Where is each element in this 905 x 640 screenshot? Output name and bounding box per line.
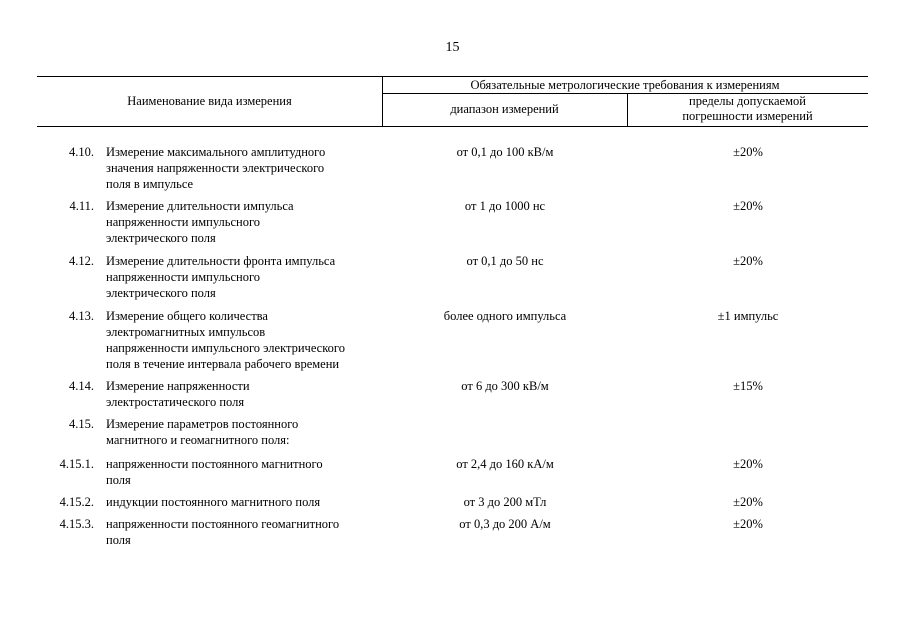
row-name-line: поля bbox=[106, 473, 131, 487]
row-name-line: Измерение длительности импульса bbox=[106, 199, 294, 213]
row-name bbox=[106, 516, 396, 548]
row-error: ±20% bbox=[733, 254, 763, 268]
row-number: 4.14. bbox=[69, 379, 94, 393]
row-name-line: напряженности импульсного электрического bbox=[106, 341, 345, 355]
row-name bbox=[106, 378, 396, 410]
row-name bbox=[106, 198, 396, 246]
row-error: ±20% bbox=[733, 517, 763, 531]
row-name-line: Измерение длительности фронта импульса bbox=[106, 254, 336, 268]
row-name-line: поля в импульсе bbox=[106, 177, 194, 191]
row-name bbox=[106, 456, 396, 488]
row-name-line: значения напряженности электрического bbox=[106, 161, 325, 175]
row-error: ±20% bbox=[733, 457, 763, 471]
row-name bbox=[106, 308, 396, 372]
row-range: более одного импульса bbox=[443, 309, 567, 323]
row-name-line: индукции постоянного магнитного поля bbox=[106, 495, 321, 509]
row-error: ±20% bbox=[733, 495, 763, 509]
row-number: 4.13. bbox=[69, 309, 94, 323]
row-error: ±20% bbox=[733, 199, 763, 213]
row-error: ±1 импульс bbox=[717, 309, 779, 323]
row-name-line: поля в течение интервала рабочего времени bbox=[106, 357, 340, 371]
header-error-line: пределы допускаемой bbox=[689, 94, 806, 108]
row-name bbox=[106, 253, 396, 301]
row-range: от 6 до 300 кВ/м bbox=[461, 379, 549, 393]
row-range: от 0,3 до 200 А/м bbox=[459, 517, 551, 531]
table-top-rule bbox=[37, 76, 868, 77]
row-range: от 2,4 до 160 кА/м bbox=[456, 457, 554, 471]
row-name-line: напряженности импульсного bbox=[106, 215, 261, 229]
row-name-line: Измерение максимального амплитудного bbox=[106, 145, 326, 159]
row-number: 4.10. bbox=[69, 145, 94, 159]
row-range: от 3 до 200 мТл bbox=[463, 495, 547, 509]
row-error: ±15% bbox=[733, 379, 763, 393]
row-name bbox=[106, 144, 396, 192]
row-number: 4.15.3. bbox=[59, 517, 94, 531]
row-name-line: магнитного и геомагнитного поля: bbox=[106, 433, 290, 447]
page-number: 15 bbox=[445, 40, 460, 55]
row-range: от 0,1 до 50 нс bbox=[466, 254, 544, 268]
row-name-line: напряженности постоянного магнитного bbox=[106, 457, 323, 471]
header-requirements-cell: Обязательные метрологические требования к измерениям bbox=[470, 78, 780, 92]
row-number: 4.15.2. bbox=[59, 495, 94, 509]
row-name-line: поля bbox=[106, 533, 131, 547]
row-range: от 1 до 1000 нс bbox=[464, 199, 546, 213]
row-number: 4.11. bbox=[69, 199, 94, 213]
row-name-line: Измерение общего количества bbox=[106, 309, 268, 323]
header-name-cell: Наименование вида измерения bbox=[127, 94, 292, 108]
row-range: от 0,1 до 100 кВ/м bbox=[456, 145, 554, 159]
row-error: ±20% bbox=[733, 145, 763, 159]
header-error-cell bbox=[627, 94, 868, 124]
row-name-line: напряженности импульсного bbox=[106, 270, 261, 284]
row-name-line: электрического поля bbox=[106, 231, 216, 245]
row-name-line: электростатического поля bbox=[106, 395, 245, 409]
row-name bbox=[106, 416, 396, 448]
row-number: 4.15. bbox=[69, 417, 94, 431]
row-name-line: электрического поля bbox=[106, 286, 216, 300]
row-name-line: Измерение напряженности bbox=[106, 379, 250, 393]
header-bottom-rule bbox=[37, 126, 868, 127]
row-name bbox=[106, 494, 396, 510]
row-name-line: Измерение параметров постоянного bbox=[106, 417, 299, 431]
header-range-cell: диапазон измерений bbox=[450, 102, 559, 116]
row-number: 4.12. bbox=[69, 254, 94, 268]
row-name-line: напряженности постоянного геомагнитного bbox=[106, 517, 340, 531]
header-error-line: погрешности измерений bbox=[682, 109, 813, 123]
row-number: 4.15.1. bbox=[59, 457, 94, 471]
row-name-line: электромагнитных импульсов bbox=[106, 325, 266, 339]
